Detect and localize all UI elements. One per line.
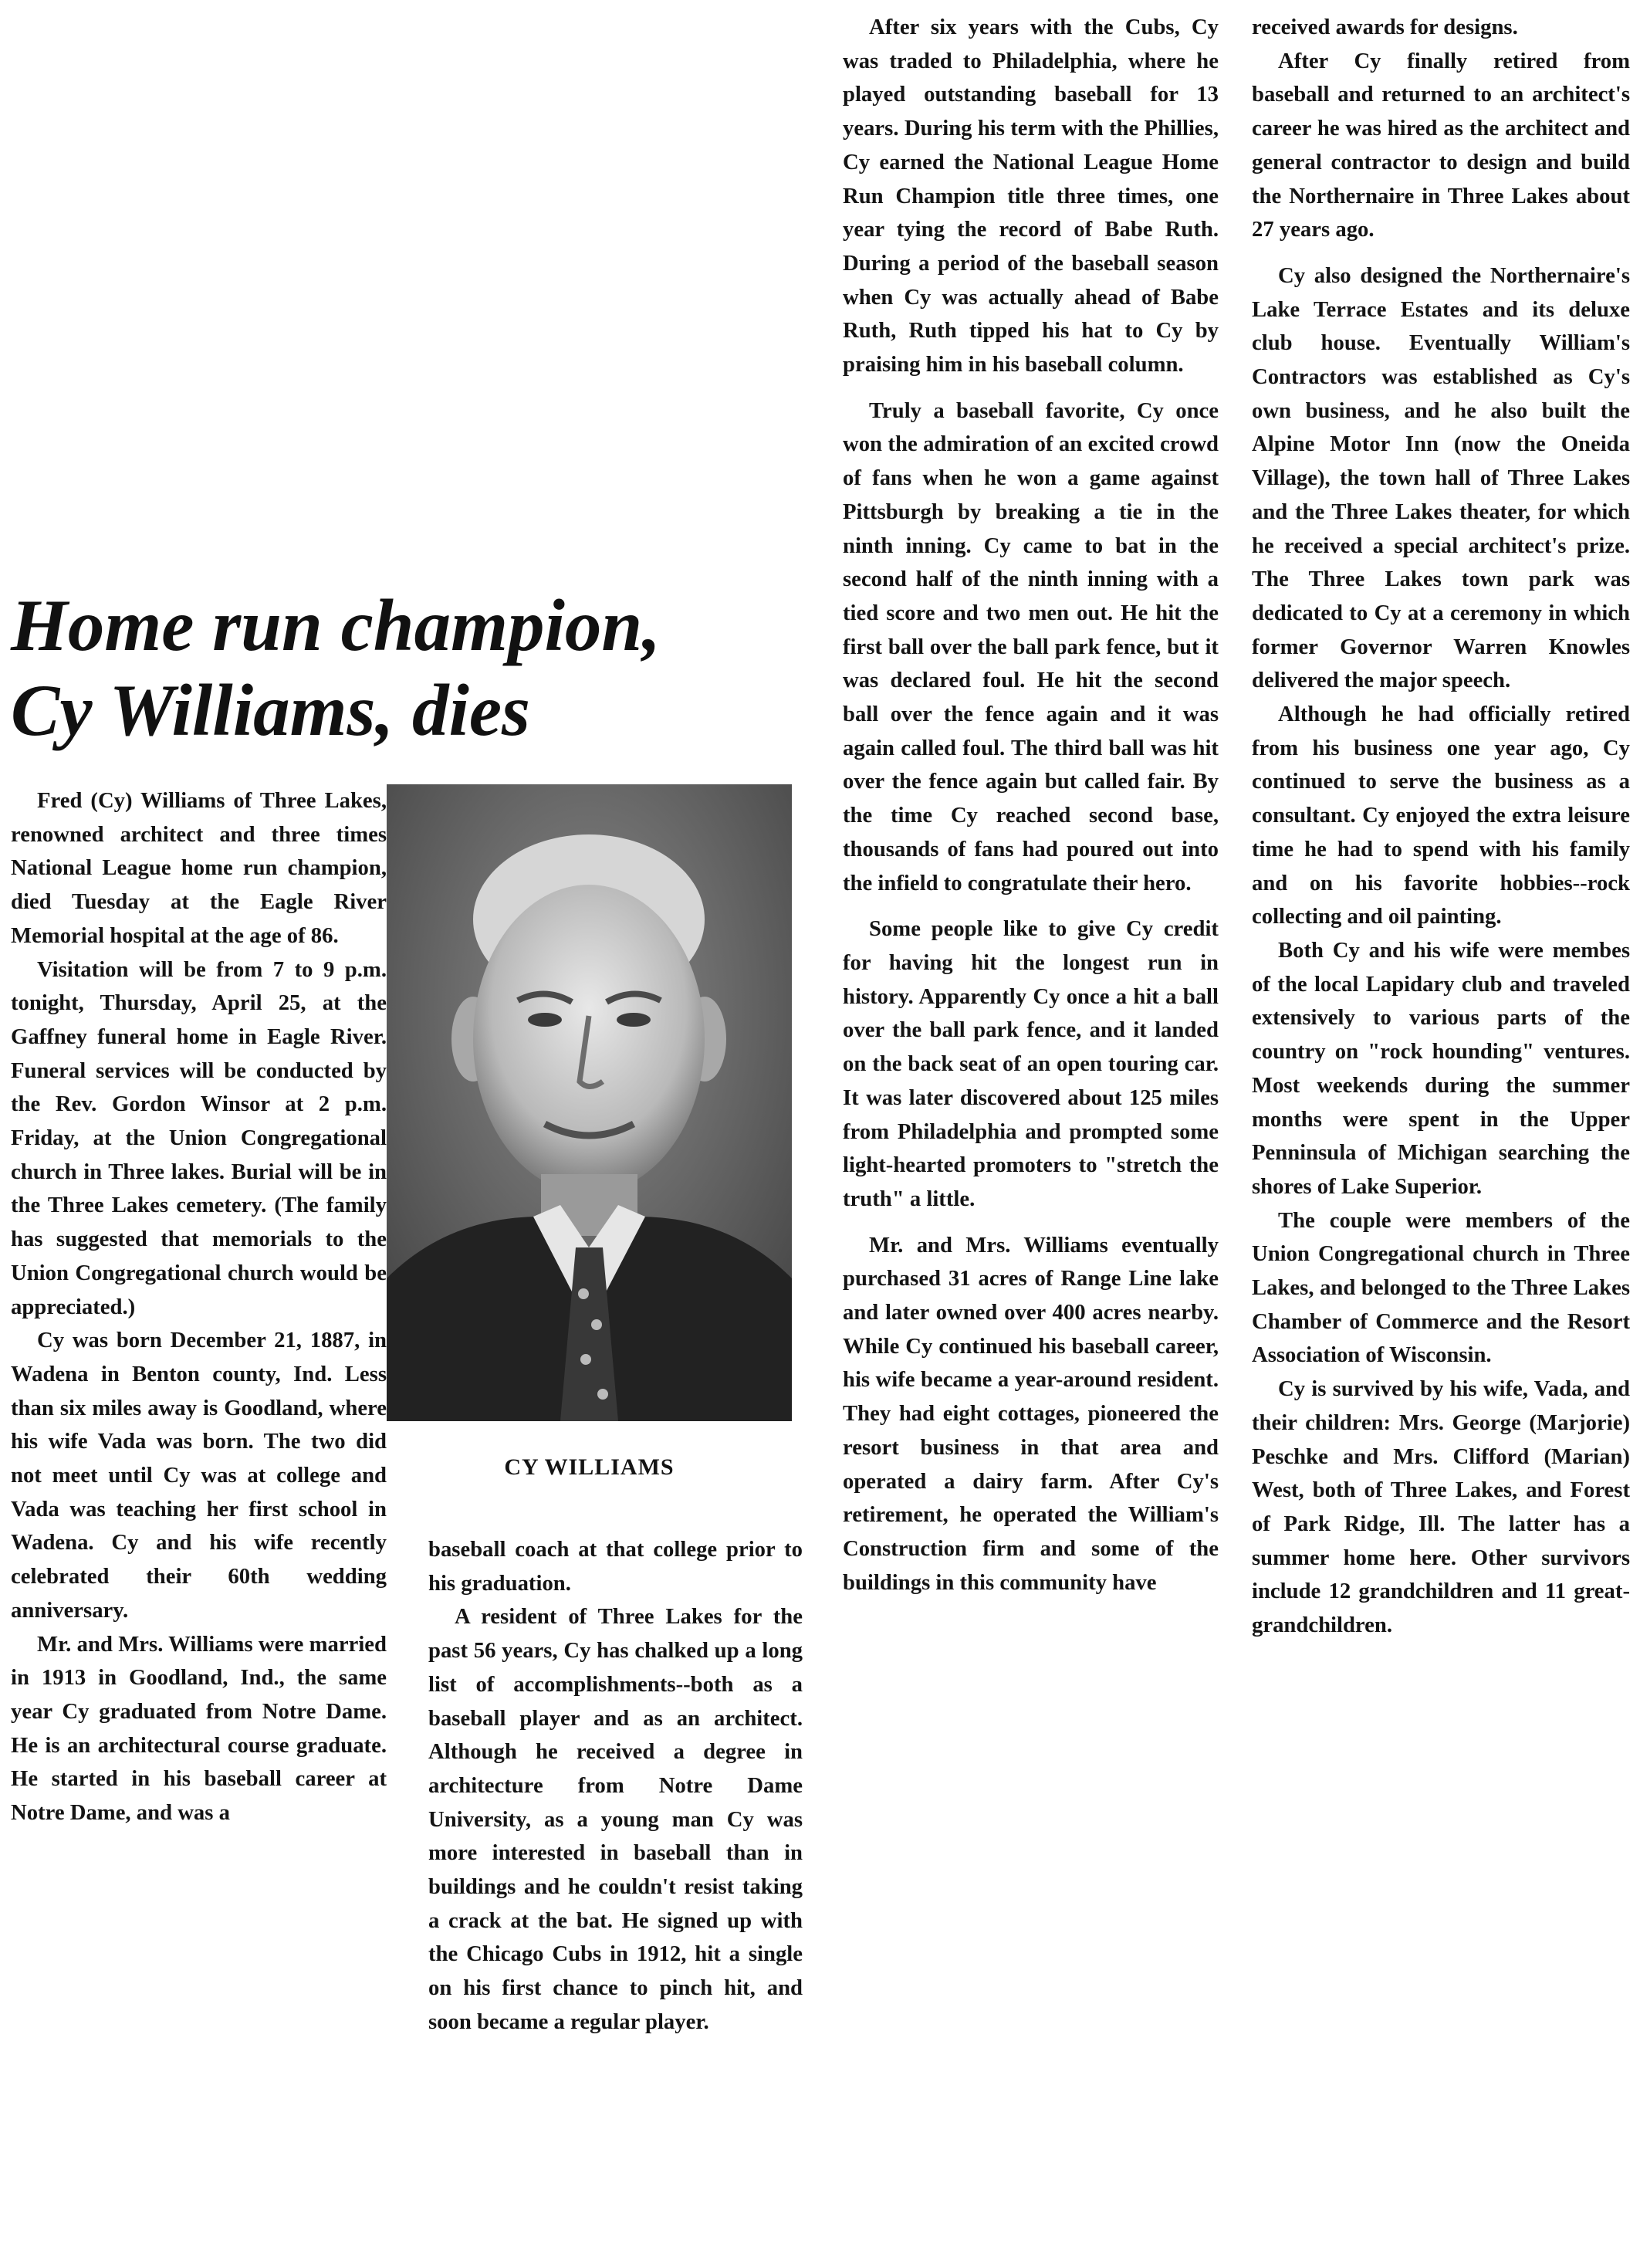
paragraph: Visitation will be from 7 to 9 p.m. tonight, Thursday, April 25, at the Gaffney funeral home in Eagle River. Funeral services will be conducted by the Rev. Gordon Winsor at 2 p.m. Friday, at the Union Congregational church in Three lakes. Burial will be in the Three Lakes cemetery. (The family has suggested that memorials to the Union Congregational church would be appreciated.) xyxy=(11,956,387,1319)
paragraph: Mr. and Mrs. Williams were married in 1913 in Goodland, Ind., the same year Cy graduated from Notre Dame. He is an architectural course graduate. He started in his baseball career at Notre Dame, and was a xyxy=(11,1631,387,1826)
article-column-2 xyxy=(428,1533,803,2040)
paragraph: Although he had officially retired from his business one year ago, Cy continued to serve the business as a consultant. Cy enjoyed the extra leisure time he had to spend with his family and on his favorite hobbies--rock collecting and oil painting. xyxy=(1252,702,1630,929)
photo-caption: CY WILLIAMS xyxy=(504,1454,675,1480)
paragraph: Both Cy and his wife were membes of the local Lapidary club and traveled extensively to various parts of the country on "rock hounding" ventures. Most weekends during the summer months were spent in the Upper Penninsula of Michigan searching the shores of Lake Superior. xyxy=(1252,937,1630,1199)
paragraph: The couple were members of the Union Congregational church in Three Lakes, and belonged to the Three Lakes Chamber of Commerce and the Resort Association of Wisconsin. xyxy=(1252,1207,1630,1368)
portrait-photo xyxy=(387,784,792,1421)
paragraph: Fred (Cy) Williams of Three Lakes, renowned architect and three times National League home run champion, died Tuesday at the Eagle River Memorial hospital at the age of 86. xyxy=(11,788,387,948)
headline-line-1: Home run champion, xyxy=(11,584,661,666)
paragraph: Cy also designed the Northernaire's Lake Terrace Estates and its deluxe club house. Eventually William's Contractors was established as Cy's own business, and he also built the Alpine Motor Inn (now the Oneida Village), the town hall of Three Lakes and the Three Lakes theater, for which he received a special architect's prize. The Three Lakes town park was dedicated to Cy at a ceremony in which former Governor Warren Knowles delivered the major speech. xyxy=(1252,262,1630,693)
headline-line-2: Cy Williams, dies xyxy=(11,669,530,751)
paragraph: baseball coach at that college prior to his graduation. xyxy=(428,1537,803,1596)
paragraph: Cy is survived by his wife, Vada, and their children: Mrs. George (Marjorie) Peschke and Mrs. Clifford (Marian) West, both of Three Lakes, and Forest of Park Ridge, Ill. The latter has a summer home here. Other survivors include 12 grandchildren and 11 great-grandchildren. xyxy=(1252,1376,1630,1638)
paragraph: Cy was born December 21, 1887, in Wadena in Benton county, Ind. Less than six miles away is Goodland, where his wife Vada was born. The two did not meet until Cy was at college and Vada was teaching her first school in Wadena. Cy and his wife recently celebrated their 60th wedding anniversary. xyxy=(11,1328,387,1623)
paragraph: received awards for designs. xyxy=(1252,15,1518,39)
paragraph: Truly a baseball favorite, Cy once won the admiration of an excited crowd of fans when he won a game against Pittsburgh by breaking a tie in the ninth inning. Cy came to bat in the second half of the ninth inning with a tied score and two men out. He hit the first ball over the ball park fence, but it was declared foul. He hit the second ball over the fence again and it was again called foul. The third ball was hit over the fence again but called fair. By the time Cy reached second base, thousands of fans had poured out into the infield to congratulate their hero. xyxy=(843,398,1219,895)
article-column-1 xyxy=(11,784,387,1830)
article-column-3 xyxy=(843,11,1219,1599)
paragraph: Mr. and Mrs. Williams eventually purchased 31 acres of Range Line lake and later owned over 400 acres nearby. While Cy continued his baseball career, his wife became a year-around resident. They had eight cottages, pioneered the resort business in that area and operated a dairy farm. After Cy's retirement, he operated the William's Construction firm and some of the buildings in this community have xyxy=(843,1232,1219,1595)
paragraph: A resident of Three Lakes for the past 56 years, Cy has chalked up a long list of accomplishments--both as a baseball player and as an architect. Although he received a degree in architecture from Notre Dame University, as a young man Cy was more interested in baseball than in buildings and he couldn't resist taking a crack at the bat. He signed up with the Chicago Cubs in 1912, hit a single on his first chance to pinch hit, and soon became a regular player. xyxy=(428,1604,803,2034)
article-column-4 xyxy=(1252,11,1630,1643)
portrait-illustration xyxy=(387,784,792,1421)
paragraph: After Cy finally retired from baseball and returned to an architect's career he was hired as the architect and general contractor to design and build the Northernaire in Three Lakes about 27 years ago. xyxy=(1252,48,1630,242)
headline xyxy=(11,583,786,753)
paragraph: Some people like to give Cy credit for having hit the longest run in history. Apparently Cy once a hit a ball over the ball park fence, and it landed on the back seat of an open touring car. It was later discovered about 125 miles from Philadelphia and prompted some light-hearted promoters to "stretch the truth" a little. xyxy=(843,916,1219,1211)
paragraph: After six years with the Cubs, Cy was traded to Philadelphia, where he played outstanding baseball for 13 years. During his term with the Phillies, Cy earned the National League Home Run Champion title three times, one year tying the record of Babe Ruth. During a period of the baseball season when Cy was actually ahead of Babe Ruth, Ruth tipped his hat to Cy by praising him in his baseball column. xyxy=(843,15,1219,377)
